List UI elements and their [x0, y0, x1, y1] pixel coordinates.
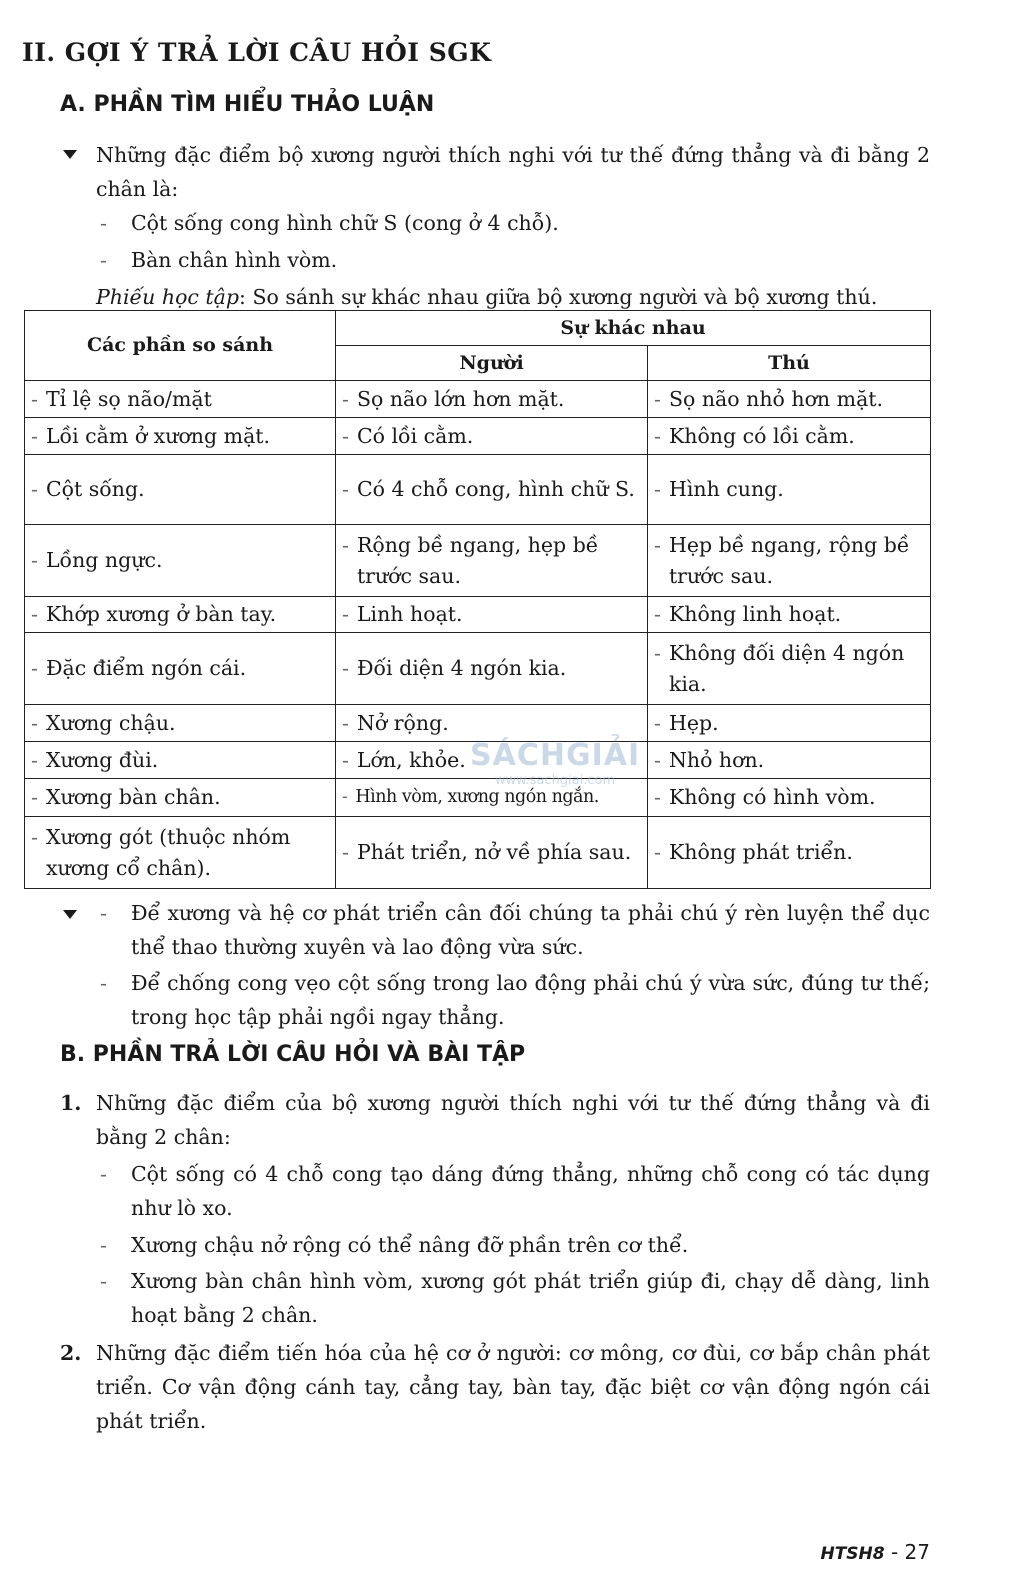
triangle-bullet-icon — [63, 910, 77, 919]
header-animal: Thú — [648, 346, 931, 381]
table-row: - Tỉ lệ sọ não/mặt - Sọ não lớn hơn mặt. - Sọ não nhỏ hơn mặt. — [25, 381, 931, 418]
table-row: - Xương đùi. - Lớn, khỏe. - Nhỏ hơn. — [25, 742, 931, 779]
bullet-item: - Xương chậu nở rộng có thể nâng đỡ phần trên cơ thể. — [100, 1233, 689, 1257]
table-row: - Cột sống. - Có 4 chỗ cong, hình chữ S. - Hình cung. — [25, 455, 931, 525]
table-row: - Xương gót (thuộc nhóm xương cổ chân). - Phát triển, nở về phía sau. - Không phát triển. — [25, 817, 931, 889]
section-b-title: B. PHẦN TRẢ LỜI CÂU HỎI VÀ BÀI TẬP — [60, 1042, 526, 1067]
bullet-item: - Xương bàn chân hình vòm, xương gót phát triển giúp đi, chạy dễ dàng, linh hoạt bằng 2 chân. — [100, 1269, 930, 1327]
page-footer — [820, 1540, 930, 1564]
table-row: - Lồng ngực. - Rộng bề ngang, hẹp bề trước sau. - Hẹp bề ngang, rộng bề trước sau. — [25, 525, 931, 597]
question-number: 2. — [60, 1341, 82, 1365]
answer-1-text: Những đặc điểm của bộ xương người thích nghi với tư thế đứng thẳng và đi bằng 2 chân: — [96, 1091, 930, 1149]
triangle-bullet-icon — [63, 150, 77, 159]
table-row: - Lồi cằm ở xương mặt. - Có lồi cằm. - Không có lồi cằm. — [25, 418, 931, 455]
section-a-intro: Những đặc điểm bộ xương người thích nghi với tư thế đứng thẳng và đi bằng 2 chân là: — [96, 143, 930, 201]
bullet-item: - Để xương và hệ cơ phát triển cân đối chúng ta phải chú ý rèn luyện thể dục thể thao thường xuyên và lao động vừa sức. — [100, 901, 930, 959]
section-a-title: A. PHẦN TÌM HIỂU THẢO LUẬN — [60, 92, 435, 117]
footer-separator: - — [884, 1540, 905, 1564]
header-difference: Sự khác nhau — [336, 311, 931, 346]
worksheet-text: : So sánh sự khác nhau giữa bộ xương người và bộ xương thú. — [239, 285, 878, 309]
table-row: - Đặc điểm ngón cái. - Đối diện 4 ngón kia. - Không đối diện 4 ngón kia. — [25, 633, 931, 705]
page-number: 27 — [904, 1540, 930, 1564]
table-row: - Khớp xương ở bàn tay. - Linh hoạt. - Không linh hoạt. — [25, 597, 931, 633]
table-row: - Xương chậu. - Nở rộng. - Hẹp. — [25, 705, 931, 742]
book-code: HTSH8 — [820, 1544, 885, 1564]
bullet-item: - Cột sống có 4 chỗ cong tạo dáng đứng thẳng, những chỗ cong có tác dụng như lò xo. — [100, 1162, 930, 1220]
question-number: 1. — [60, 1091, 82, 1115]
header-human: Người — [336, 346, 648, 381]
bullet-item: - Để chống cong vẹo cột sống trong lao động phải chú ý vừa sức, đúng tư thế; trong học tập phải ngồi ngay thẳng. — [100, 971, 930, 1029]
worksheet-caption — [96, 280, 877, 314]
bullet-item: - Cột sống cong hình chữ S (cong ở 4 chỗ). — [100, 211, 559, 235]
main-heading: II. GỢI Ý TRẢ LỜI CÂU HỎI SGK — [22, 38, 492, 67]
watermark-logo: SÁCHGIẢI www.sachgiai.com — [470, 738, 641, 788]
header-compare: Các phần so sánh — [25, 311, 336, 381]
answer-2-text: Những đặc điểm tiến hóa của hệ cơ ở người: cơ mông, cơ đùi, cơ bắp chân phát triển. Cơ vận động cánh tay, cẳng tay, bàn tay, đặc biệt cơ vận động ngón cái phát triển. — [96, 1341, 930, 1433]
bullet-item: - Bàn chân hình vòm. — [100, 248, 338, 272]
table-row: - Xương bàn chân. - Hình vòm, xương ngón ngắn. - Không có hình vòm. — [25, 779, 931, 817]
worksheet-label: Phiếu học tập — [96, 285, 240, 309]
